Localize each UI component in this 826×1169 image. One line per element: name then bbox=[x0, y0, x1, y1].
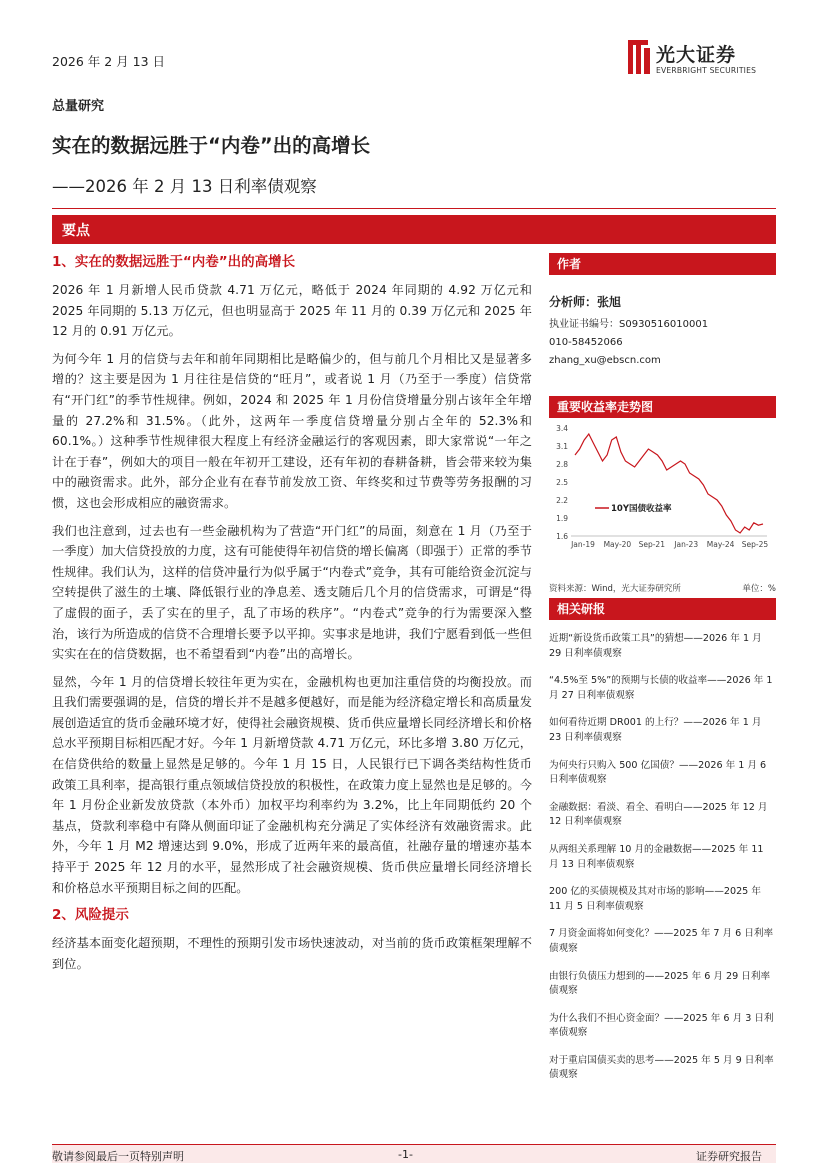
chart-panel bbox=[549, 396, 776, 418]
title-divider bbox=[52, 208, 776, 209]
analyst-name: 分析师：张旭 bbox=[549, 295, 622, 309]
brand-name: 光大证券 bbox=[656, 44, 737, 66]
related-report-link[interactable]: 对于重启国债买卖的思考——2025 年 5 月 9 日利率债观察 bbox=[549, 1054, 774, 1081]
related-report-link[interactable]: 7 月资金面将如何变化？——2025 年 7 月 6 日利率债观察 bbox=[549, 928, 774, 954]
page-title: 实在的数据远胜于“内卷”出的高增长 bbox=[52, 134, 371, 157]
report-category: 总量研究 bbox=[52, 99, 105, 114]
y-tick-label: 2.5 bbox=[556, 478, 568, 487]
y-tick-label: 3.4 bbox=[556, 424, 568, 433]
paragraph: 经济基本面变化超预期，不理性的预期引发市场快速波动，对当前的货币政策框架理解不到位。 bbox=[52, 936, 532, 971]
related-report-link[interactable]: 近期“新设货币政策工具”的猜想——2026 年 1 月 29 日利率债观察 bbox=[549, 633, 762, 659]
page-number: -1- bbox=[398, 1148, 413, 1161]
related-report-link[interactable]: 由银行负债压力想到的——2025 年 6 月 29 日利率债观察 bbox=[549, 970, 771, 997]
analyst-phone: 010-58452066 bbox=[549, 337, 623, 348]
yield-chart bbox=[549, 422, 776, 572]
related-report-link[interactable]: 从两组关系理解 10 月的金融数据——2025 年 11 月 13 日利率债观察 bbox=[549, 843, 764, 870]
author-panel bbox=[549, 253, 776, 370]
related-panel bbox=[549, 598, 776, 620]
page-subtitle: ——2026 年 2 月 13 日利率债观察 bbox=[52, 177, 317, 196]
paragraph: 我们也注意到，过去也有一些金融机构为了营造“开门红”的局面，刻意在 1 月（乃至于一季度）加大信贷投放的力度，这有可能使得年初信贷的增长偏离（即强于）正常的季节性规律。我们认为，这样的信贷冲量行为似乎属于“内卷式”竞争，其有可能给资金沉淀与空转提供了滋生的土壤、降低银行业的净息差、透支随后几个月的信贷需求，可谓是“得了虚假的面子，丢了实在的里子，乱了市场的秩序”。“内卷式”竞争的行为需要深入整治，该行为所造成的信贷不合理增长要予以平抑。实事求是地讲，我们宁愿看到低一些但实实在在的信贷数据，也不希望看到“内卷”出的高增长。 bbox=[52, 523, 532, 662]
y-tick-label: 3.1 bbox=[556, 442, 568, 451]
y-tick-label: 1.6 bbox=[556, 532, 568, 541]
section-heading-2: 2、风险提示 bbox=[52, 907, 129, 924]
analyst-license: 执业证书编号：S0930516010001 bbox=[549, 319, 709, 330]
key-points-bar bbox=[52, 215, 776, 244]
paragraph: 显然，今年 1 月的信贷增长较往年更为实在，金融机构也更加注重信贷的均衡投放。而且我们需要强调的是，信贷的增长并不是越多便越好，而是能为经济稳定增长和高质量发展创造适宜的货币金融环境才好，使得社会融资规模、货币供应量增长同经济增长和价格总水平预期目标相匹配才好。今年 1 月新增贷款 4.71 万亿元，环比多增 3.80 万亿元，在信贷供给的数量上显然是足够的。今年 1 月 15 日，人民银行已下调各类结构性货币政策工具利率，提高银行重点领域信贷投放的积极性，在政策力度上显然也是足够的。今年 1 月份企业新发放贷款（本外币）加权平均利率约为 3.2%，比上年同期低约 20 个基点，贷款利率稳中有降从侧面印证了金融机构充分满足了实体经济有效融资需求。此外，今年 1 月 M2 增速达到 9.0%，形成了近两年来的最高值，社融存量的增速亦基本持平于 2025 年 12 月的水平，显然形成了社会融资规模、货币供应量增长同经济增长和价格总水平预期目标之间的匹配。 bbox=[52, 674, 532, 895]
related-list bbox=[549, 632, 776, 1096]
chart-section-bar: 重要收益率走势图 bbox=[549, 396, 776, 418]
chart-unit: 单位：% bbox=[742, 584, 776, 594]
x-tick-label: May-20 bbox=[603, 540, 632, 549]
footer-disclaimer[interactable]: 敬请参阅最后一页特别声明 bbox=[52, 1150, 184, 1163]
chart-source: 资料来源：Wind，光大证券研究所 bbox=[549, 584, 681, 594]
related-section-bar: 相关研报 bbox=[549, 598, 776, 620]
x-tick-label: Sep-25 bbox=[741, 540, 769, 549]
related-report-link[interactable]: 金融数据：看淡、看全、看明白——2025 年 12 月 12 日利率债观察 bbox=[549, 801, 768, 828]
related-report-link[interactable]: 200 亿的买债规模及其对市场的影响——2025 年 11 月 5 日利率债观察 bbox=[549, 886, 761, 912]
author-section-bar: 作者 bbox=[549, 253, 776, 275]
related-report-link[interactable]: “4.5%至 5%”的预期与长债的收益率——2026 年 1 月 27 日利率债观察 bbox=[549, 675, 773, 701]
related-report-link[interactable]: 为何央行只购入 500 亿国债？——2026 年 1 月 6 日利率债观察 bbox=[549, 759, 767, 786]
related-report-link[interactable]: 为什么我们不担心资金面？——2025 年 6 月 3 日利率债观察 bbox=[549, 1012, 774, 1039]
y-tick-label: 2.8 bbox=[556, 460, 568, 469]
main-content bbox=[52, 255, 532, 981]
brand-logo-icon bbox=[626, 38, 652, 76]
y-tick-label: 2.2 bbox=[556, 496, 568, 505]
x-tick-label: Jan-19 bbox=[571, 540, 595, 549]
analyst-email[interactable]: zhang_xu@ebscn.com bbox=[549, 355, 661, 366]
legend-label: 10Y国债收益率 bbox=[611, 504, 672, 514]
paragraph: 为何今年 1 月的信贷与去年和前年同期相比是略偏少的，但与前几个月相比又是显著多增的？这主要是因为 1 月往往是信贷的“旺月”，或者说 1 月（乃至于一季度）信贷常有“开门红”的季节性规律。例如，2024 和 2025 年 1 月份信贷增量分别占该年全年增量的 27.2%和 31.5%。（此外，这两年一季度信贷增量分别占全年的 52.3%和 60.1%。）这种季节性规律很大程度上有经济金融运行的客观因素，即大家常说“一年之计在于春”，例如大的项目一般在年初开工建设，还有年初的春耕备耕，皆会带来较为集中的融资需求。此外，部分企业有在春节前发放工资、年终奖和过节费等劳务报酬的习惯，这也会形成相应的融资需求。 bbox=[52, 351, 532, 510]
brand-subtitle: EVERBRIGHT SECURITIES bbox=[656, 66, 757, 75]
footer-report-type: 证券研究报告 bbox=[696, 1150, 762, 1163]
report-date: 2026 年 2 月 13 日 bbox=[52, 54, 166, 69]
paragraph: 2026 年 1 月新增人民币贷款 4.71 万亿元，略低于 2024 年同期的 4.92 万亿元和 2025 年同期的 5.13 万亿元，但也明显高于 2025 年 11 月的 0.39 万亿元和 2025 年 12 月的 0.91 万亿元。 bbox=[52, 283, 532, 339]
x-tick-label: Sep-21 bbox=[638, 540, 665, 549]
x-tick-label: Jan-23 bbox=[674, 540, 699, 549]
y-tick-label: 1.9 bbox=[556, 514, 568, 523]
x-tick-label: May-24 bbox=[706, 540, 735, 549]
series-line-10y bbox=[575, 434, 763, 533]
related-report-link[interactable]: 如何看待近期 DR001 的上行？——2026 年 1 月 23 日利率债观察 bbox=[549, 717, 762, 743]
section-heading-1: 1、实在的数据远胜于“内卷”出的高增长 bbox=[52, 254, 296, 270]
key-points-label: 要点 bbox=[62, 223, 90, 239]
